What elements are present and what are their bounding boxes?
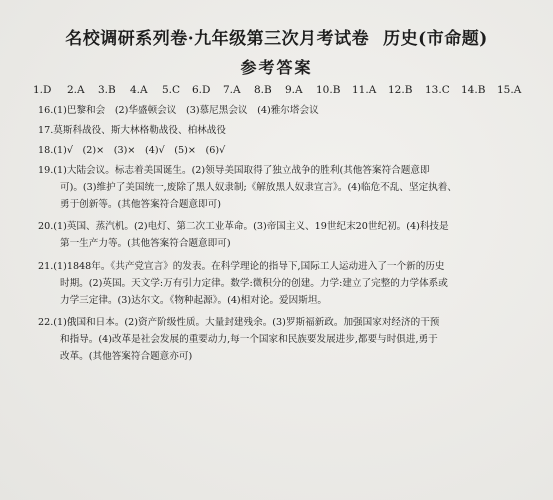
mc-answer: 15.A (497, 84, 522, 96)
page-title (0, 24, 553, 49)
answer-22-line: 和指导。(4)改革是社会发展的重要动力,每一个国家和民族要发展进步,都要与时俱进,勇于 (60, 334, 438, 345)
title-main: 名校调研系列卷·九年级第三次月考试卷 (65, 29, 370, 49)
title-subject: 历史(市命题) (383, 29, 488, 49)
answer-22-line: 改革。(其他答案符合题意亦可) (60, 351, 193, 362)
mc-answer: 11.A (352, 84, 377, 96)
mc-answer: 6.D (192, 84, 211, 96)
answer-16: 16.(1)巴黎和会 (2)华盛顿会议 (3)慕尼黑会议 (4)雅尔塔会议 (38, 105, 319, 116)
mc-answer: 10.B (316, 84, 341, 96)
answer-21-line: 时期。(2)英国。天文学:万有引力定律。数学:微积分的创建。力学:建立了完整的力学体系或 (60, 278, 448, 289)
mc-answer: 9.A (285, 84, 303, 96)
mc-answer: 14.B (461, 84, 486, 96)
mc-answer: 2.A (67, 84, 85, 96)
answer-19-line: 勇于创新等。(其他答案符合题意即可) (60, 199, 221, 210)
mc-answer: 8.B (254, 84, 272, 96)
answer-22-line: 22.(1)俄国和日本。(2)资产阶级性质。大量封建残余。(3)罗斯福新政。加强国家对经济的干预 (38, 317, 440, 328)
answer-21-line: 力学三定律。(3)达尔文。《物种起源》。(4)相对论。爱因斯坦。 (60, 295, 328, 306)
mc-answer: 12.B (388, 84, 413, 96)
mc-answer: 7.A (223, 84, 241, 96)
mc-answer: 13.C (425, 84, 450, 96)
page-subtitle: 参考答案 (240, 58, 313, 77)
mc-answer: 4.A (130, 84, 148, 96)
mc-answer: 5.C (162, 84, 181, 96)
answer-19-line: 可)。(3)维护了美国统一,废除了黑人奴隶制;《解放黑人奴隶宣言》。(4)临危不乱、坚定执着、 (60, 182, 457, 193)
mc-answer: 3.B (98, 84, 116, 96)
answer-20-line: 20.(1)英国、蒸汽机。(2)电灯、第二次工业革命。(3)帝国主义、19世纪末20世纪初。(4)科技是 (38, 221, 449, 232)
answer-19-line: 19.(1)大陆会议。标志着美国诞生。(2)领导美国取得了独立战争的胜利(其他答案符合题意即 (38, 165, 430, 176)
answer-21-line: 21.(1)1848年。《共产党宣言》的发表。在科学理论的指导下,国际工人运动进入了一个新的历史 (38, 261, 445, 272)
mc-answer: 1.D (33, 84, 52, 96)
answer-18: 18.(1)√ (2)× (3)× (4)√ (5)× (6)√ (38, 145, 226, 156)
answer-20-line: 第一生产力等。(其他答案符合题意即可) (60, 238, 231, 249)
answer-17: 17.莫斯科战役、斯大林格勒战役、柏林战役 (38, 125, 226, 136)
